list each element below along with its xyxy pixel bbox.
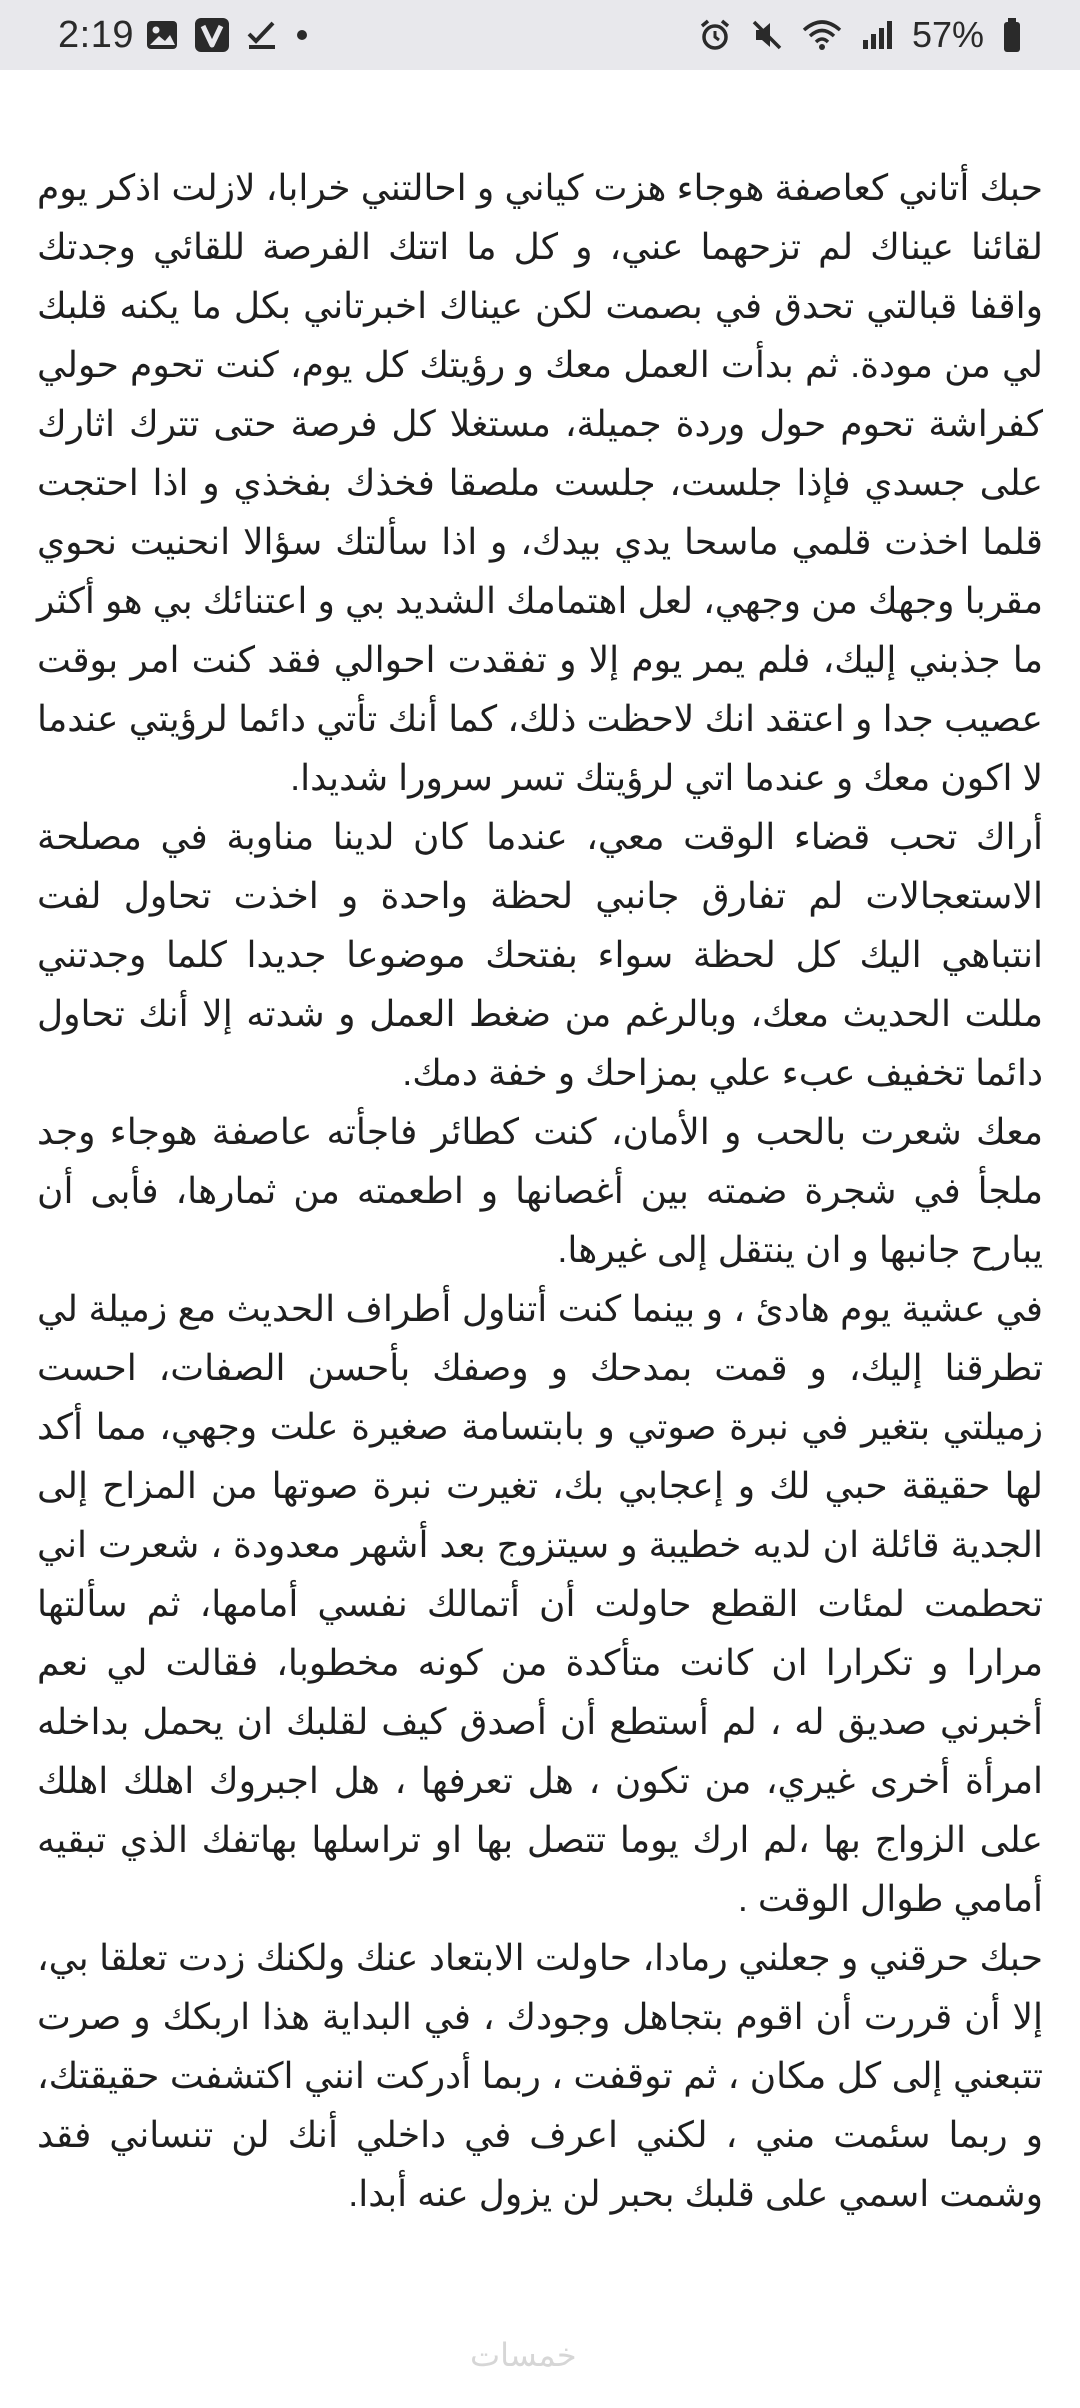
battery-icon [1002, 17, 1022, 53]
status-bar [0, 0, 1080, 70]
article-scroll-view[interactable] [0, 158, 1080, 2408]
article-paragraph: في عشية يوم هادئ ، و بينما كنت أتناول أطراف الحديث مع زميلة لي تطرقنا إليك، و قمت بمدحك و وصفك بأحسن الصفات، احست زميلتي بتغير في نبرة صوتي و بابتسامة صغيرة علت وجهي، مما أكد لها حقيقة حبي لك و إعجابي بك، تغيرت نبرة صوتها من المزاح إلى الجدية قائلة ان لديه خطيبة و سيتزوج بعد أشهر معدودة ، شعرت اني تحطمت لمئات القطع حاولت أن أتمالك نفسي أمامها، ثم سألتها مرارا و تكرارا ان كانت متأكدة من كونه مخطوبا، فقالت لي نعم أخبرني صديق له ، لم أستطع أن أصدق كيف لقلبك ان يحمل بداخله امرأة أخرى غيري، من تكون ، هل تعرفها ، هل اجبروك اهلك اهلك على الزواج بها ،لم ارك يوما تتصل بها او تراسلها بهاتفك الذي تبقيه أمامي طوال الوقت . [37, 1288, 1043, 1919]
notification-icons [145, 16, 311, 54]
dot-icon [293, 18, 311, 52]
article-paragraph: أراك تحب قضاء الوقت معي، عندما كان لدينا مناوبة في مصلحة الاستعجالات لم تفارق جانبي لحظة واحدة و اخذت تحاول لفت انتباهي اليك كل لحظة سواء بفتحك موضوعا جديدا كلما وجدتني مللت الحديث معك، وبالرغم من ضغط العمل و شدته إلا أنك تحاول دائما تخفيف عبء علي بمزاحك و خفة دمك. [37, 816, 1043, 1093]
gallery-icon [145, 18, 179, 52]
alarm-icon [698, 18, 732, 52]
article-body [37, 158, 1043, 2223]
article-paragraph: حبك حرقني و جعلني رمادا، حاولت الابتعاد عنك ولكنك زدت تعلقا بي، إلا أن قررت أن اقوم بتجاهل وجودك ، في البداية هذا اربكك و صرت تتبعني إلى كل مكان ، ثم توقفت ، ربما أدركت انني اكتشفت حقيقتك، و ربما سئمت مني ، لكني اعرف في داخلي أنك لن تنساني فقد وشمت اسمي على قلبك بحبر لن يزول عنه أبدا. [37, 1937, 1043, 2214]
wifi-icon [802, 18, 842, 52]
v-app-icon [193, 16, 231, 54]
signal-icon [860, 18, 894, 52]
article-paragraph: حبك أتاني كعاصفة هوجاء هزت كياني و احالتني خرابا، لازلت اذكر يوم لقائنا عيناك لم تزحهما عني، و كل ما اتتك الفرصة للقائي وجدتك واقفا قبالتي تحدق في بصمت لكن عيناك اخبرتاني بكل ما يكنه قلبك لي من مودة. ثم بدأت العمل معك و رؤيتك كل يوم، كنت تحوم حولي كفراشة تحوم حول وردة جميلة، مستغلا كل فرصة حتى تترك اثارك على جسدي فإذا جلست، جلست ملصقا فخذك بفخذي و اذا احتجت قلما اخذت قلمي ماسحا يدي بيدك، و اذا سألتك سؤالا انحنيت نحوي مقربا وجهك من وجهي، لعل اهتمامك الشديد بي و اعتنائك بي هو أكثر ما جذبني إليك، فلم يمر يوم إلا و تفقدت احوالي فقد كنت امر بوقت عصيب جدا و اعتقد انك لاحظت ذلك، كما أنك تأتي دائما لرؤيتي عندما لا اكون معك و عندما اتي لرؤيتك تسر سرورا شديدا. [37, 167, 1043, 798]
system-indicators [698, 12, 1022, 58]
mute-icon [750, 18, 784, 52]
article-paragraph: معك شعرت بالحب و الأمان، كنت كطائر فاجأته عاصفة هوجاء وجد ملجأ في شجرة ضمته بين أغصانها و اطعمته من ثمارها، فأبى أن يبارح جانبها و ان ينتقل إلى غيرها. [37, 1111, 1043, 1270]
battery-percent: 57% [911, 14, 984, 55]
watermark: خمسات [470, 2336, 577, 2374]
status-time: 2:19 [58, 14, 134, 56]
check-icon [245, 18, 279, 52]
